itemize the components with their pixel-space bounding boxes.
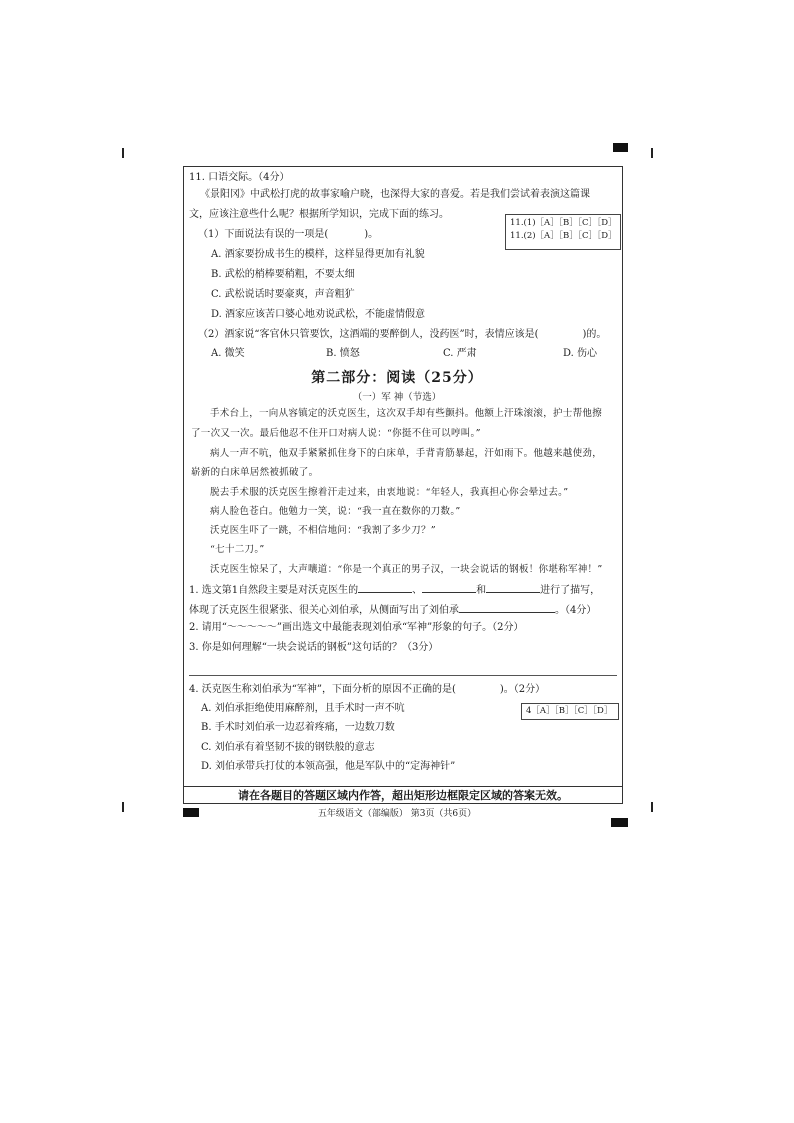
passage-line-5: 脱去手术服的沃克医生擦着汗走过来，由衷地说：“年轻人，我真担心你会晕过去。” [210, 487, 569, 498]
passage-line-7: 沃克医生吓了一跳，不相信地问：“我割了多少刀？” [210, 525, 436, 536]
q1-blank-3[interactable] [486, 582, 540, 593]
q1-line2 [189, 602, 596, 617]
q11-sub2-stem [198, 328, 606, 341]
q11-sub1-option-d: D. 酒家应该苦口婆心地劝说武松，不能虚情假意 [211, 309, 426, 320]
q4-stem [189, 683, 545, 696]
q11-sub1-option-b: B. 武松的梢棒要稍粗，不要太细 [211, 269, 355, 280]
q1-part-b: 进行了描写， [540, 585, 601, 596]
q1-sep2: 和 [476, 585, 487, 596]
passage-line-6: 病人脸色苍白。他勉力一笑，说：“我一直在数你的刀数。” [210, 506, 461, 517]
q11-title: 11. 口语交际。（4分） [189, 172, 290, 183]
q11-answer-line2[interactable]: 11.(2)［A］［B］［C］［D］ [510, 231, 617, 241]
q2-text: 2. 请用“～～～～～”画出选文中最能表现刘伯承“军神”形象的句子。（2分） [189, 622, 524, 633]
passage-line-4: 崭新的白床单居然被抓破了。 [191, 467, 319, 478]
passage-line-8: “七十二刀。” [210, 544, 265, 555]
q11-sub2-stem-text: （2）酒家说“客官休只管要饮，这酒端的要醉倒人，没药医”时，表情应该是( [198, 329, 539, 340]
passage-title: （一）军 神（节选） [352, 392, 442, 403]
q1-line2-a: 体现了沃克医生很紧张、很关心刘伯承，从侧面写出了刘伯承 [189, 605, 459, 616]
q3-answer-line[interactable] [189, 675, 617, 676]
q1-line2-b: 。（4分） [555, 605, 597, 616]
q11-sub1-option-c: C. 武松说话时要豪爽，声音粗犷 [211, 289, 355, 300]
q4-stem-end: )。（2分） [499, 684, 546, 695]
q1-sep1: 、 [412, 585, 423, 596]
q4-answer-box[interactable]: 4［A］［B］［C］［D］ [521, 703, 619, 720]
q4-stem-text: 4. 沃克医生称刘伯承为“军神”，下面分析的原因不正确的是( [189, 684, 456, 695]
q4-option-a: A. 刘伯承拒绝使用麻醉剂，且手术时一声不吭 [201, 703, 405, 714]
q4-option-d: D. 刘伯承带兵打仗的本领高强，他是军队中的“定海神针” [201, 761, 456, 772]
q1-blank-1[interactable] [358, 582, 412, 593]
q11-intro-line1: 《景阳冈》中武松打虎的故事家喻户晓，也深得大家的喜爱。若是我们尝试着表演这篇课 [200, 189, 590, 200]
q11-sub2-option-d: D. 伤心 [563, 348, 598, 359]
scan-tick-top-left [122, 148, 124, 158]
q4-option-b: B. 手术时刘伯承一边忍着疼痛，一边数刀数 [201, 722, 395, 733]
q1-blank-4[interactable] [459, 602, 555, 613]
q11-answer-box[interactable] [505, 214, 621, 250]
q3-text: 3. 你是如何理解“一块会说话的钢板”这句话的？（3分） [189, 642, 439, 653]
q11-sub2-option-b: B. 愤怒 [326, 348, 360, 359]
q11-answer-line1[interactable]: 11.(1)［A］［B］［C］［D］ [510, 218, 617, 228]
part2-heading: 第二部分：阅读（25分） [311, 370, 483, 386]
q11-sub1-stem-text: （1）下面说法有误的一项是( [198, 229, 329, 240]
registration-mark-bottom-right [611, 818, 628, 827]
answer-area-notice: 请在各题目的答题区域内作答，超出矩形边框限定区域的答案无效。 [183, 786, 623, 804]
page-footer: 五年级语文（部编版） 第3页（共6页） [317, 809, 477, 819]
q11-sub1-stem [198, 228, 378, 241]
q4-option-c: C. 刘伯承有着坚韧不拔的钢铁般的意志 [201, 742, 375, 753]
passage-line-1: 手术台上，一向从容镇定的沃克医生，这次双手却有些颤抖。他额上汗珠滚滚，护士帮他擦 [210, 408, 603, 419]
q1-line1 [189, 582, 600, 597]
passage-line-3: 病人一声不吭，他双手紧紧抓住身下的白床单，手背青筋暴起，汗如雨下。他越来越使劲， [210, 448, 603, 459]
q11-sub2-stem-end: )的。 [582, 329, 607, 340]
q11-intro-line2: 文，应该注意些什么呢？根据所学知识，完成下面的练习。 [189, 209, 449, 220]
passage-line-9: 沃克医生惊呆了，大声嚷道：“你是一个真正的男子汉，一块会说话的钢板！你堪称军神！” [210, 564, 603, 575]
registration-mark-top-right [613, 143, 628, 152]
passage-line-2: 了一次又一次。最后他忍不住开口对病人说：“你挺不住可以哼叫。” [191, 428, 481, 439]
q11-sub1-option-a: A. 酒家要扮成书生的模样，这样显得更加有礼貌 [211, 249, 425, 260]
q11-sub2-option-c: C. 严肃 [443, 348, 477, 359]
scan-tick-top-right [651, 148, 653, 158]
q1-blank-2[interactable] [422, 582, 476, 593]
q11-sub2-option-a: A. 微笑 [211, 348, 245, 359]
q11-sub1-stem-end: )。 [364, 229, 379, 240]
q1-part-a: 1. 选文第1自然段主要是对沃克医生的 [189, 585, 359, 596]
